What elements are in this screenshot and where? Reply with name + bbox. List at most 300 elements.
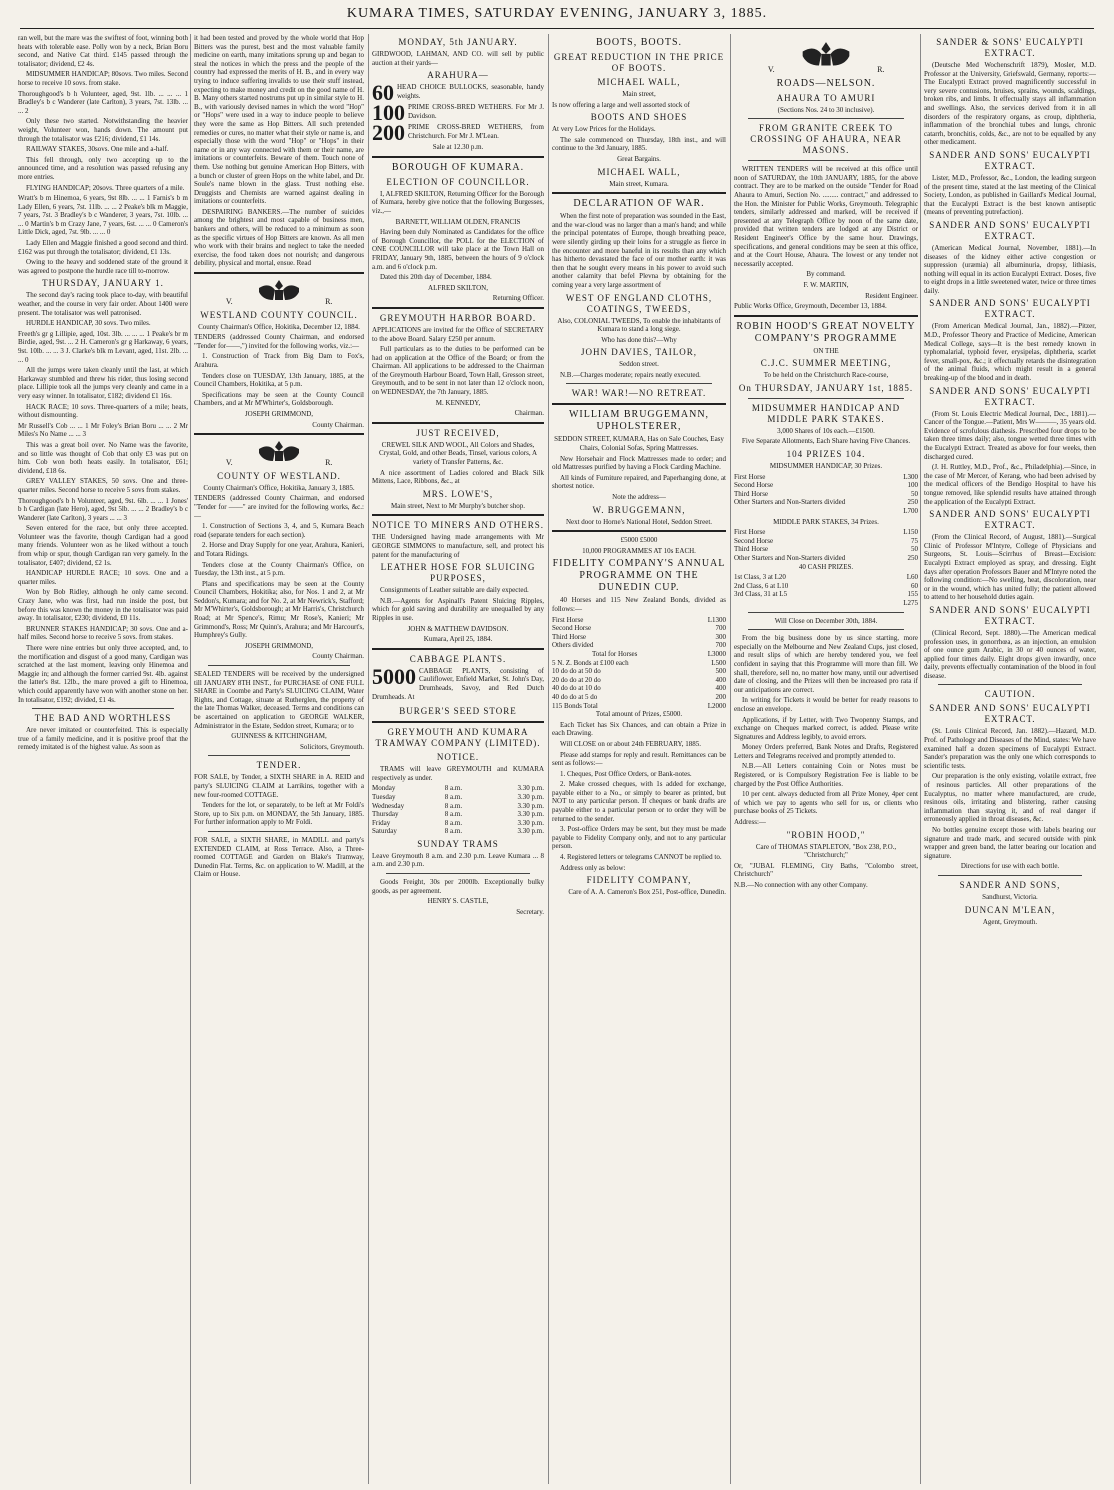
advert-text: Great Bargains. (617, 154, 661, 163)
divider (208, 755, 350, 756)
notice-text: Full particulars as to the duties to be performed can be had on application at the Office of the Board; or from the Chairman. All applications to be addressed to the Chairman of the Greymouth Harbour Board, Town Hall, Gresson street, Greymouth, and to be sent in not later than 12 o'clock noon, on WEDNESDAY, the 7th January, 1885. (372, 345, 544, 397)
table-row (734, 473, 918, 482)
lot-number: 200 (372, 120, 405, 146)
column-6 (924, 34, 1096, 1484)
table-cell: Other Starters and Non-Starters divided (734, 498, 846, 507)
advert-text: Please add stamps for reply and result. Remittances can be sent as follows:— (552, 750, 726, 768)
divider (734, 315, 918, 317)
column-divider (730, 34, 731, 1484)
signature-title: Secretary. (516, 907, 544, 916)
signature-title: County Chairman. (312, 652, 364, 661)
signature-title: Returning Officer. (492, 294, 544, 303)
divider (748, 118, 904, 119)
article-text: it had been tested and proved by the whole world that Hop Bitters was the purest, best and the most valuable family medicine on earth, many imitations sprung up and began to steal the notices in which the press and the people of the country had expressed the merits of H. B., and in every way trying to induce suffering invalids to use their stuff instead, expecting to make money and credit on the good name of H. B. Many others started nostrums put up in similar style to H. B., with variously devised names in which the word "Hop" or "Hops" were used in a way to induce people to believe they were the same as Hop Bitters. All such pretended remedies or cures, no matter what their style or name is, and especially those with the word "Hop" or "Hops" in their name or in any way connected with them or their name, are imitations or counterfeits. Beware of them. Touch none of them. Use nothing but genuine American Hop Bitters, with a bunch or cluster of green Hops on the white label, and Dr. Soule's name blown in the glass. Trust nothing else. Druggists and Chemists are warned against dealing in imitations or counterfeits. (194, 34, 364, 206)
table-cell: 8 a.m. (444, 801, 463, 810)
table-row (734, 537, 918, 546)
table-row (734, 498, 918, 507)
notice-text: (Sections Nos. 24 to 30 inclusive). (777, 105, 875, 114)
racing-report: This was a great boil over. No Name was the favorite, and so little was thought of Cob that only £3 was put on him. Cob won both heats easily. In totalisator, £61; dividend, £18 6s. (18, 440, 188, 475)
divider (552, 192, 726, 194)
advert-subheading: WEST OF ENGLAND CLOTHS, COATINGS, TWEEDS, (565, 292, 713, 314)
racing-report: Won by Bob Ridley, although he only came second. Crazy Jane, who was first, had run inside the post, but before this was known the money in the totalisator was paid away. In totalisator, £230; dividend, £0 11s. (18, 588, 188, 623)
table-cell: Monday (372, 784, 396, 793)
table-cell: 700 (715, 624, 726, 633)
advert-text: Address only as below: (560, 863, 626, 872)
notice-text: FOR SALE, a SIXTH SHARE, in MADILL and party's EXTENDED CLAIM, at Ross Terrace. Also, a Three-roomed COTTAGE and Garden on Blake's Tramway, Dunedin Flat. Terms, &c. on application to W. Madill, at the Claim or House. (194, 835, 364, 879)
notice-text: Tenders close at the County Chairman's Office, on Tuesday, the 13th inst., at 5 p.m. (194, 560, 364, 578)
table-cell: First Horse (734, 528, 766, 537)
column-3 (372, 34, 544, 1484)
advert-text: 10,000 PROGRAMMES AT 10s EACH. (582, 546, 696, 555)
advert-text: 3,000 Shares of 10s each.—£1500. (777, 426, 875, 435)
advertiser-address: Agent, Greymouth. (982, 917, 1038, 926)
testimonial-text: (Clinical Record, Sept. 1880).—The American medical profession uses, in gonorrhœa, as an injection, an emulsion of one ounce gum Arabic, in 30 or 40 ounces of water, applied four times daily. Eight drops given inwardly, once daily, prevents effectually contamination of the blood in foul disease. (924, 628, 1096, 680)
table-cell: 500 (715, 667, 726, 676)
notice-text: 1. Construction of Track from Big Dam to Fox's, Arahura. (194, 352, 364, 369)
advert-text: Money Orders preferred, Bank Notes and Drafts, Registered Letters and Telegrams received and promptly attended to. (734, 743, 918, 760)
signature: JOSEPH GRIMMOND, (244, 641, 314, 650)
table-cell: Other Starters and Non-Starters divided (734, 554, 846, 562)
table-row (552, 641, 726, 650)
race-result: Freeth's gr g Lillipie, aged, 10st. 3lb. ... ... ... 1 Peake's br m Birdie, aged, 9st. ... 2 H. Cameron's gr g Harkaway, 6 years, 9st. 10lb. ... ... 3 J. Clarke's blk m Levant, aged, 11st. 2lb. ... ... 0 (18, 329, 188, 364)
column-divider (190, 34, 191, 1484)
cash-prize-table (734, 573, 918, 599)
advert-heading: SANDER AND SONS' EUCALYPTI EXTRACT. (929, 604, 1091, 626)
table-row (372, 784, 544, 793)
racing-report: Only these two started. Notwithstanding the heavier weight, Volunteer won, hands down. The amount put through the totalisator was £216; dividend, £1 14s. (18, 117, 188, 143)
table-cell: 300 (715, 632, 726, 641)
candidate-names: BARNETT, WILLIAM OLDEN, FRANCIS (395, 217, 521, 226)
notice-text: SEALED TENDERS will be received by the undersigned till JANUARY 8TH INST., for PURCHASE of ONE FULL SHARE in Coombe and Party's SLUICING CLAIM, Water Rights, and Cottage, situate at Rutherglen, the property of the late Thomas Walker, deceased. Terms and conditions can be ascertained on application to GEORGE WALKER, Administrator in the Estate, Seddon street, Kumara; or to (194, 670, 364, 730)
crest-letter: R. (877, 65, 885, 74)
table-cell: Second Horse (734, 481, 774, 490)
column-4 (552, 34, 726, 1484)
advertiser-name: FIDELITY COMPANY, (586, 875, 692, 886)
notice-heading: GREYMOUTH HARBOR BOARD. (379, 312, 537, 323)
racing-report: All the jumps were taken cleanly until the last, at which Harkaway stumbled and threw his rider, thus losing second place. Lillipie took all the jumps very cleanly and came in a very easy winner. In totalisator, £182; dividend £1 16s. (18, 366, 188, 400)
table-cell: First Horse (734, 472, 766, 481)
signature: JOHN & MATTHEW DAVIDSON. (407, 624, 509, 633)
race-heading: HACK RACE; 10 sovs. Three-quarters of a mile; heats, without dismounting. (18, 402, 188, 420)
auction-subheading: ARAHURA— (427, 70, 489, 81)
bond-prize-table (552, 659, 726, 702)
advert-text: To be held on the Christchurch Race-course, (763, 371, 889, 380)
table-cell: 200 (715, 692, 726, 701)
royal-crest (194, 439, 364, 468)
column-2 (194, 34, 364, 1484)
royal-crest (194, 278, 364, 307)
advert-text: At very Low Prices for the Holidays. (552, 125, 656, 134)
advert-text: Main street, (622, 90, 656, 98)
table-cell: Third Horse (552, 632, 587, 641)
advert-heading: SANDER AND SONS' EUCALYPTI EXTRACT. (929, 385, 1091, 407)
advert-text: Is now offering a large and well assorted stock of (552, 100, 690, 109)
advert-text: ON THE (813, 346, 839, 355)
masthead-rule (20, 28, 1094, 29)
advert-text: 3. Post-office Orders may be sent, but they must be made payable to Fidelity Company only, and not to any particular person. (552, 825, 726, 851)
notice-heading: WESTLAND COUNTY COUNCIL. (200, 309, 358, 320)
table-row (552, 616, 726, 625)
notice-heading: ROADS—NELSON. (776, 77, 876, 89)
notice-text: Goods Freight, 30s per 2000lb. Exceptionally bulky goods, as per agreement. (372, 878, 544, 895)
notice-subheading: SUNDAY TRAMS (417, 838, 499, 849)
lot-text: PRIME CROSS-BRED WETHERS, from Christchurch. For Mr J. M'Lean. (408, 123, 544, 140)
racing-report: This fell through, only two accepting up to the announced time, and a resolution was passed refusing any more entries. (18, 155, 188, 181)
table-cell: 250 (907, 554, 918, 562)
table-cell: First Horse (552, 615, 584, 624)
column-divider (920, 34, 921, 1484)
table-cell: 3.30 p.m. (517, 792, 544, 801)
table-cell: 155 (907, 590, 918, 599)
crest-letter: V. (767, 65, 775, 74)
advert-heading: BOOTS, BOOTS. (595, 37, 683, 48)
advert-subheading: On THURSDAY, JANUARY 1st, 1885. (738, 382, 914, 393)
advert-heading: SANDER AND SONS' EUCALYPTI EXTRACT. (929, 219, 1091, 241)
table-row (372, 827, 544, 836)
table-row (734, 554, 918, 563)
advert-text: Note the address— (612, 493, 666, 502)
advert-heading: SANDER AND SONS' EUCALYPTI EXTRACT. (929, 703, 1091, 725)
notice-dateline: County Chairman's Office, Hokitika, January 3, 1885. (203, 483, 355, 492)
table-row (552, 693, 726, 702)
table-cell: 50 (911, 545, 918, 554)
advert-subheading: 104 PRIZES 104. (786, 449, 866, 460)
signature: HENRY S. CASTLE, (427, 897, 489, 906)
signature: JOSEPH GRIMMOND, (244, 409, 314, 418)
table-cell: 400 (715, 675, 726, 684)
advert-heading: CABBAGE PLANTS. (409, 653, 507, 664)
testimonial-text: (J. H. Ruttley, M.D., Prof., &c., Philadelphia).—Since, in the case of Mr Mercer, of Kerang, who had been advised by the medical officers of the Bendigo Hospital to have his tongue removed, like splendid results have attained through the application of the Eucalypti Extract. (924, 463, 1096, 506)
notice-text: TENDERS (addressed County Chairman, and endorsed "Tender for ——" are invited for the following works, &c.:— (194, 494, 364, 520)
signature: F. W. MARTIN, (803, 280, 849, 289)
racing-report: Seven entered for the race, but only three accepted. Volunteer was the favorite, though Cardigan had a good many friends. Volunteer won as he liked without a touch from whip or spur, though Cardigan ran very gamely. In the totalisator, £407; dividend, £2 1s. (18, 524, 188, 567)
table-cell: 3.30 p.m. (517, 784, 544, 793)
divider (208, 665, 350, 666)
table-cell: 8 a.m. (444, 792, 463, 801)
table-cell: L1300 (707, 615, 726, 624)
table-cell: 3rd Class, 31 at L5 (734, 590, 788, 599)
table-row (734, 481, 918, 490)
race-result: Mr Russell's Cob ... ... 1 Mr Foley's Brian Boru ... ... 2 Mr Miles's No Name ... ... 3 (18, 421, 188, 439)
table-row (552, 684, 726, 693)
bond-prize-total (552, 702, 726, 711)
advert-text: In writing for Tickets it would be better for ready reasons to enclose an envelope. (734, 696, 918, 713)
table-row (372, 810, 544, 819)
notice-dateline: County Chairman's Office, Hokitika, December 12, 1884. (198, 322, 360, 331)
testimonial-text: Lister, M.D., Professor, &c., London, the leading surgeon of the present time, stated at the last meeting of the Clinical Society, London, as published in Gaillard's Medical Journal, that the Eucalypti Extract is the best known antiseptic (means of preventing putrefaction). (924, 173, 1096, 217)
racing-report: The second day's racing took place to-day, with beautiful weather, and the course in very fair order. About 1400 were present. The totalisator was well patronised. (18, 291, 188, 317)
crest-letter: V. (225, 297, 233, 307)
notice-subheading: ELECTION OF COUNCILLOR. (386, 176, 530, 187)
divider (372, 422, 544, 424)
lot-text: HEAD CHOICE BULLOCKS, seasonable, handy weights. (397, 83, 544, 100)
table-cell: 2nd Class, 6 at L10 (734, 581, 789, 590)
racing-report: There were nine entries but only three accepted, and, to the mortification and disgust of a good many, Cardigan was scratched at the last moment, leaving only Hinemoa and Maggie in; and although the former carried 9st. 4lb. against the latter's 8st. 12lb., the mare proved a gift to Hinemoa, which could apparently have won with another stone on her. In totalisator, £192; divided, £1 4s. (18, 644, 188, 704)
notice-heading: GREYMOUTH AND KUMARA TRAMWAY COMPANY (LIMITED). (375, 727, 541, 749)
advertiser-name: DUNCAN M'LEAN, (964, 904, 1056, 915)
notice-subheading: NOTICE. (436, 752, 480, 763)
table-cell: 50 (911, 489, 918, 498)
advert-text: Our preparation is the only existing, volatile extract, free of resinous particles. All other preparations of the Eucalyptus, no matter where manufactured, are crude, resinous oils, irritating and blistering, rather causing inflammation than staying it, and of real danger if erroneously applied in throat diseases, &c. (924, 772, 1096, 824)
notice-text: TRAMS will leave GREYMOUTH and KUMARA respectively as under. (372, 765, 544, 782)
table-cell: Second Horse (552, 624, 592, 633)
advert-text: 1. Cheques, Post Office Orders, or Bank-notes. (560, 769, 692, 778)
advert-subheading: C.J.C. SUMMER MEETING, (760, 358, 892, 369)
coat-of-arms-icon (791, 38, 861, 72)
advert-heading: JUST RECEIVED, (416, 427, 500, 438)
advert-heading: SANDER AND SONS' EUCALYPTI EXTRACT. (929, 298, 1091, 320)
advert-heading: BURGER'S SEED STORE (399, 706, 517, 717)
notice-text: 1. Construction of Sections 3, 4, and 5, Kumara Beach road (separate tenders for each section). (194, 522, 364, 539)
table-cell: L60 (906, 573, 918, 582)
notice-text: APPLICATIONS are invited for the Office of SECRETARY to the above Board. Salary £250 per annum. (372, 325, 544, 343)
advert-text: Next door to Horne's National Hotel, Seddon Street. (565, 517, 713, 526)
table-cell: 3.30 p.m. (517, 810, 544, 819)
advertiser-address: Or, "JUBAL FLEMING, City Baths, "Colombo street, Christchurch" (734, 861, 918, 879)
advert-text: Seddon street. (619, 360, 659, 369)
advert-text: Will CLOSE on or about 24th FEBRUARY, 1885. (560, 739, 701, 748)
advert-text: Main street, Kumara. (609, 179, 669, 188)
divider (372, 514, 544, 516)
signature-title: Resident Engineer. (865, 291, 918, 300)
divider (748, 629, 904, 630)
table-cell: Thursday (372, 810, 399, 819)
testimonial-text: (St. Louis Clinical Record, Jan. 1882).—Hazard, M.D. Prof. of Pathology and Diseases of the Mind, states: We have examined half a dozen specimens of Eucalypti Extract. Sander's preparation was the only one which corresponds to scientific tests. (924, 727, 1096, 770)
testimonial-text: (From American Medical Journal, Jan., 1882).—Pitzer, M.D., Professor Theory and Practice of Medicine, American Medical College, says—It is the best remedy known in typhomalarial, typhoid fever, erysipelas, diphtheria, scarlet fever, small-pox, &c.; it effectually retards the disintegration of the animal fluids, which might result in a general breaking-up of the blood and in death. (924, 322, 1096, 383)
advert-text: N.B.—All Letters containing Coin or Notes must be Registered, or is Compulsory Registration Fee is liable to be charged by the Post Office Authorities. (734, 762, 918, 788)
table-cell: Second Horse (734, 536, 774, 545)
notice-text: Dated this 20th day of December, 1884. (380, 273, 492, 282)
advert-heading: MRS. LOWE'S, (422, 488, 494, 499)
table-cell: L3000 (707, 649, 726, 658)
table-cell: Third Horse (734, 545, 769, 554)
race-heading: FLYING HANDICAP; 20sovs. Three quarters of a mile. (26, 183, 185, 192)
divider (372, 648, 544, 650)
advertiser-name: WILLIAM BRUGGEMANN, UPHOLSTERER, (568, 409, 710, 433)
advertiser-name: W. BRUGGEMANN, (592, 504, 686, 515)
advert-text: Applications, if by Letter, with Two Twopenny Stamps, and exchange on Cheques marked correct, is added. Please write Signatures and Address legibly, to avoid errors. (734, 715, 918, 741)
race-heading: HANDICAP HURDLE RACE; 10 sovs. One and a quarter miles. (18, 569, 188, 586)
notice-text: Specifications may be seen at the County Council Chambers, and at Mr M'Whirter's, Goldsborough. (194, 390, 364, 408)
signature-title: Chairman. (514, 409, 544, 418)
divider (372, 156, 544, 158)
advert-text: No bottles genuine except those with labels bearing our signature and trade mark, and secured outside with pink wrapper and green band, the latter bearing our location and signature. (924, 826, 1096, 860)
divider (566, 383, 712, 384)
race-result: Thoroughgood's b h Volunteer, aged, 9st. 1lb. ... ... ... 1 Bradley's b c Wanderer (late Carlton), 3 years, 7st. 13lb. ... ... 2 (18, 89, 188, 115)
prize-group-heading: 40 CASH PRIZES. (798, 562, 854, 571)
article-text: Are never imitated or counterfeited. This is especially true of a family medicine, and it is positive proof that the remedy imitated is of the highest value. As soon as (18, 726, 188, 752)
table-row (372, 819, 544, 828)
coat-of-arms-icon (249, 278, 309, 304)
advert-text: 2. Make crossed cheques, with 1s added for exchange, payable either to a No., or simply to bearer as printed, but NOT to any particular person. If cheques or bank drafts are payable either to a particular person or to order they will be returned to the sender. (552, 780, 726, 823)
advert-text: When the first note of preparation was sounded in the East, and the war-cloud was no larger than a man's hand; and while the principal potentates of Europe, though breathing peace, were silently girding up their loins for a struggle as fierce in the encounter and more baneful in its results than any which has hitherto devastated the face of our mother earth: it was then that he sought every means in his power to avoid such another calamity that befel Plevna by obtaining for the coming year a very large assortment of (552, 212, 726, 289)
table-cell: 8 a.m. (444, 810, 463, 819)
race-heading: HURDLE HANDICAP, 30 sovs. Two miles. (26, 319, 151, 328)
lot-text: PRIME CROSS-BRED WETHERS. For Mr J. Davidson. (408, 103, 544, 120)
notice-text: THE Undersigned having made arrangements with Mr GEORGE SIMMONS to manufacture, sell, and protect his patent for the manufacturing of (372, 533, 544, 559)
notice-text: 2. Horse and Dray Supply for one year, Arahura, Kanieri, and Totara Ridings. (194, 541, 364, 558)
notice-text: Consignments of Leather suitable are daily expected. (380, 586, 529, 595)
race-heading: MIDSUMMER HANDICAP; 80sovs. Two miles. Second horse to receive 10 sovs. from stake. (18, 70, 188, 87)
advert-text: Each Ticket has Six Chances, and can obtain a Prize in each Drawing. (552, 720, 726, 738)
advert-heading: ROBIN HOOD'S GREAT NOVELTY COMPANY'S PROGRAMME (736, 320, 916, 344)
advert-text: 4. Registered letters or telegrams CANNOT be replied to. (560, 853, 722, 862)
prize-total: L275 (903, 598, 918, 607)
table-cell: 40 do do at 5 do (552, 692, 598, 701)
table-cell: 8 a.m. (444, 827, 463, 836)
advert-text: Main street, Next to Mr Murphy's butcher shop. (390, 501, 526, 510)
table-cell: 250 (907, 498, 918, 507)
notice-heading: TENDER. (256, 760, 302, 771)
divider (386, 873, 530, 874)
table-row (552, 667, 726, 676)
article-heading: THE BAD AND WORTHLESS (34, 713, 172, 724)
table-cell: 75 (911, 536, 918, 545)
table-cell: Tuesday (372, 792, 396, 801)
advert-text: Also, COLONIAL TWEEDS, To enable the inhabitants of Kumara to stand a long siege. (557, 316, 721, 334)
advert-subheading: GREAT REDUCTION IN THE PRICE OF BOOTS. (553, 52, 725, 73)
lot-number: 5000 (372, 663, 416, 689)
signature: GUINNESS & KITCHINGHAM, (231, 732, 327, 741)
crest-letter: R. (325, 297, 333, 307)
advert-heading: FIDELITY COMPANY'S ANNUAL PROGRAMME ON THE DUNEDIN CUP. (552, 558, 726, 594)
advert-heading: WAR! WAR!—NO RETREAT. (571, 388, 707, 399)
divider (194, 433, 364, 435)
table-cell: Third Horse (734, 489, 769, 498)
signature: M. KENNEDY, (435, 398, 481, 407)
notice-text: I, ALFRED SKILTON, Returning Officer for the Borough of Kumara, hereby give notice that the following Burgesses, viz.,— (372, 189, 544, 215)
advert-text: 40 Horses and 115 New Zealand Bonds, divided as follows:— (552, 596, 726, 613)
divider (194, 272, 364, 274)
table-cell: Friday (372, 818, 391, 827)
racing-report: Owing to the heavy and soddened state of the ground it was agreed to postpone the hurdle race till to-morrow. (18, 258, 188, 275)
advert-text: Will Close on December 30th, 1884. (774, 616, 878, 625)
divider (552, 530, 726, 532)
testimonial-text: (From St. Louis Electric Medical Journal, Dec., 1881).—Cancer of the Tongue.—Patient, Mrs W———, 35 years old. Evidence of scrofulous diathesis. Prescribed four drops to be taken three times daily; also, tongue wetted three times with the Eucalypti Extract. Treated as above for four weeks, then discharged cured. (924, 409, 1096, 461)
testimonial-text: (Deutsche Med Wochenschrift 1879), Mosler, M.D. Professor at the University, Griefswald, Germany, reports:—The Eucalypti Extract proved magnificently successful in very severe contusions, bruises, sprains, wounds, scaldings, broken ribs, and limbs. It effectually stays all inflammation and swellings. Also, the services derived from it in all disorders of the respiratory organs, as croup, diphtheria, inflammation of the bronchial tubes and lungs, chronic catarrh, bronchitis, colds, &c., are not to be equalled by any other medicament. (924, 61, 1096, 147)
masthead: KUMARA TIMES, SATURDAY EVENING, JANUARY 3, 1885. (346, 6, 768, 21)
race-result: Wratt's b m Hinemoa, 6 years, 9st 8lb. ... ... 1 Farnis's b m Lady Ellen, 6 years, 7st. 11lb. ... ... 2 Peake's blk m Maggie, 7 years, 7st. 3 Bradley's b c Wanderer, 3 years, 7st. 10lb. ... ... 0 Martin's b m Crazy Jane, 7 years, 6st. ... ... 0 Cameron's Little Dick, aged, 7st. 9lb. ... ... 0 (18, 194, 188, 237)
racing-report: Lady Ellen and Maggie finished a good second and third. £162 was put through the totalisator; dividend, £1 13s. (18, 239, 188, 256)
table-row (734, 573, 918, 582)
race-heading: GREY VALLEY STAKES, 50 sovs. One and three-quarter miles. Second horse to receive 5 sovs from stakes. (18, 477, 188, 494)
notice-text: Tenders for the lot, or separately, to be left at Mr Foldi's Store, up to Six p.m. on MONDAY, the 5th January, 1885. For further information apply to Mr Foldi. (194, 801, 364, 827)
notice-text: WRITTEN TENDERS will be received at this office until noon of SATURDAY, the 10th JANUARY, 1885, for the above contract. They are to be marked on the outside "Tender for Road Ahaura to Amuri, Section No. ......... contract," and addressed to the Hon. the Minister for Public Works, Greymouth. Telegraphic tenders, similarly addressed and marked, will be received if presented at any Telegraph Office by noon of the same date, provided that written tenders are lodged at any District or Resident Engineer's Office by the same hour. Drawings, specifications, and general conditions may be seen at this office, and at the Court House, Ahaura. The lowest or any tender not necessarily accepted. (734, 165, 918, 268)
advert-subheading: MIDSUMMER HANDICAP AND MIDDLE PARK STAKES. (751, 402, 901, 424)
notice-dateline: Kumara, April 25, 1884. (423, 635, 493, 644)
table-cell: 3.30 p.m. (517, 818, 544, 827)
notice-text: TENDERS (addressed County Chairman, and endorsed "Tender for——,") invited for the following works, viz.:— (194, 333, 364, 350)
table-row (734, 545, 918, 554)
divider (32, 708, 174, 709)
notice-text: N.B.—Agents for Aspinall's Patent Sluicing Ripples, which for gold saving and durability are unequalled by any Ripples in use. (372, 596, 544, 622)
midsummer-prize-table (734, 473, 918, 507)
horse-prize-table (552, 616, 726, 650)
advertiser-name: MICHAEL WALL, (597, 77, 681, 87)
table-cell: 100 (907, 481, 918, 490)
divider (552, 403, 726, 405)
advert-text: A nice assortment of Ladies colored and Black Silk Mittens, Lace, Ribbons, &c., at (372, 468, 544, 486)
middle-park-prize-table (734, 528, 918, 562)
testimonial-text: (From the Clinical Record, of August, 1881).—Surgical Clinic of Professor M'Intyre, College of Physicians and Surgeons, St. Louis—Scirrhus of Breast—Excision: Eucalypti Extract employed as spray, and dressing. Eight days after operation Professors Bauer and M'Intyre noted the following condition:—No swelling, heat, discoloration, near or in the wound, which has united fully; the patient allowed to attend to her household duties again. (924, 533, 1096, 602)
race-heading: RAILWAY STAKES, 30sovs. One mile and a-half. (26, 145, 169, 154)
advertiser-address: Care of A. A. Cameron's Box 251, Post-office, Dunedin. (568, 888, 726, 897)
advert-text: SEDDON STREET, KUMARA, Has on Sale Couches, Easy Chairs, Colonial Sofas, Spring Mattresses. (554, 435, 724, 453)
notice-dateline: Public Works Office, Greymouth, December 13, 1884. (734, 302, 887, 311)
advert-text: N.B.—Charges moderate; repairs neatly executed. (560, 370, 701, 379)
signature-title: County Chairman. (312, 420, 364, 429)
divider (372, 307, 544, 309)
column-divider (368, 34, 369, 1484)
caution-heading: CAUTION. (984, 689, 1036, 700)
advert-text: Directions for use with each bottle. (960, 862, 1060, 871)
advert-text: 10 per cent. always deducted from all Prize Money, 4per cent of which we pay to agents who sell for us, or clients who purchase books of 25 Tickets. (734, 790, 918, 816)
table-cell: 3.30 p.m. (517, 827, 544, 836)
divider (748, 398, 904, 399)
table-cell: 5 N. Z. Bonds at £100 each (552, 658, 629, 667)
table-row (734, 590, 918, 599)
table-cell: 8 a.m. (444, 784, 463, 793)
advert-text: New Horsehair and Flock Mattresses made to order; and old Mattresses purified by having a Flock Carding Machine. (552, 454, 726, 472)
table-cell: L500 (711, 658, 726, 667)
table-cell: L300 (903, 472, 918, 481)
table-cell: L150 (903, 528, 918, 537)
lot-number: 100 (372, 100, 405, 126)
table-cell: Others divided (552, 641, 594, 650)
divider (208, 831, 350, 832)
advert-heading: SANDER & SONS' EUCALYPTI EXTRACT. (936, 37, 1084, 58)
column-5 (734, 34, 918, 1484)
tram-timetable (372, 784, 544, 836)
table-row (552, 659, 726, 668)
table-row (372, 793, 544, 802)
advertiser-name: MICHAEL WALL, (597, 166, 681, 177)
advert-text: CREWEL SILK AND WOOL, All Colors and Shades, Crystal, Gold, and other Beads, Tinsel, various colors, A variety of Transfer Patterns, &c. (378, 440, 538, 467)
table-cell: Saturday (372, 827, 397, 836)
prize-group-heading: MIDSUMMER HANDICAP, 30 Prizes. (769, 462, 883, 471)
advertiser-name: "ROBIN HOOD," (786, 829, 866, 840)
advert-heading: SANDER AND SONS' EUCALYPTI EXTRACT. (929, 509, 1091, 531)
advert-text: From the big business done by us since starting, more especially on the Melbourne and New Zealand Cups, just closed, and result slips of which are hereby tendered you, we feel confident in saying that this Programme will more than fill. We shall, therefore, sell no, no matter how many, until our advertised date of closing, and the Prizes will then be increased pro rata if our anticipations are correct. (734, 634, 918, 694)
advert-subheading: BOOTS AND SHOES (590, 112, 688, 123)
table-row (552, 702, 726, 711)
table-cell: 8 a.m. (444, 818, 463, 827)
advertiser-name: JOHN DAVIES, TAILOR, (581, 347, 697, 358)
prize-group-heading: MIDDLE PARK STAKES, 34 Prizes. (773, 517, 879, 526)
notice-text: FOR SALE, by Tender, a SIXTH SHARE in A. REID and party's SLUICING CLAIM at Larrikins, together with a new four-roomed COTTAGE. (194, 773, 364, 799)
notice-subheading: LEATHER HOSE FOR SLUICING PURPOSES, (380, 562, 536, 584)
horse-prize-total (552, 650, 726, 659)
coat-of-arms-icon (249, 439, 309, 465)
table-row (734, 490, 918, 499)
table-row (372, 802, 544, 811)
table-cell: Wednesday (372, 801, 405, 810)
table-row (552, 624, 726, 633)
auction-heading: MONDAY, 5th JANUARY. (398, 37, 518, 47)
lot-number: 60 (372, 80, 394, 106)
advert-text: The sale commenced on Thursday, 18th inst., and will continue to the 3rd January, 1885. (552, 135, 726, 153)
notice-subheading: FROM GRANITE CREEK TO CROSSING OF AHAURA, NEAR MASONS. (750, 123, 902, 156)
racing-report: ran well, but the mare was the swiftest of foot, winning both heats with tolerable ease. Polly won by a neck, Brian Boru second, and Native Cat third. £145 passed through the totalisator; dividend, £2 4s. (18, 34, 188, 68)
crest-letter: R. (325, 458, 333, 468)
section-heading: THURSDAY, JANUARY 1. (42, 278, 164, 289)
signature: ALFRED SKILTON, (428, 283, 488, 292)
divider (748, 612, 904, 613)
table-cell: L2000 (707, 701, 726, 710)
race-heading: BRUNNER STAKES HANDICAP; 30 sovs. One and a-half miles. Second horse to receive 5 sovs. from stakes. (18, 624, 188, 642)
advert-text: CABBAGE PLANTS, consisting of Cauliflower, Enfield Market, St. John's Day, Drumheads, Savoy, and Red Dutch Drumheads. At (372, 666, 544, 701)
notice-text: Tenders close on TUESDAY, 13th January, 1885, at the Council Chambers, Hokitika, at 5 p.m. (194, 371, 364, 389)
